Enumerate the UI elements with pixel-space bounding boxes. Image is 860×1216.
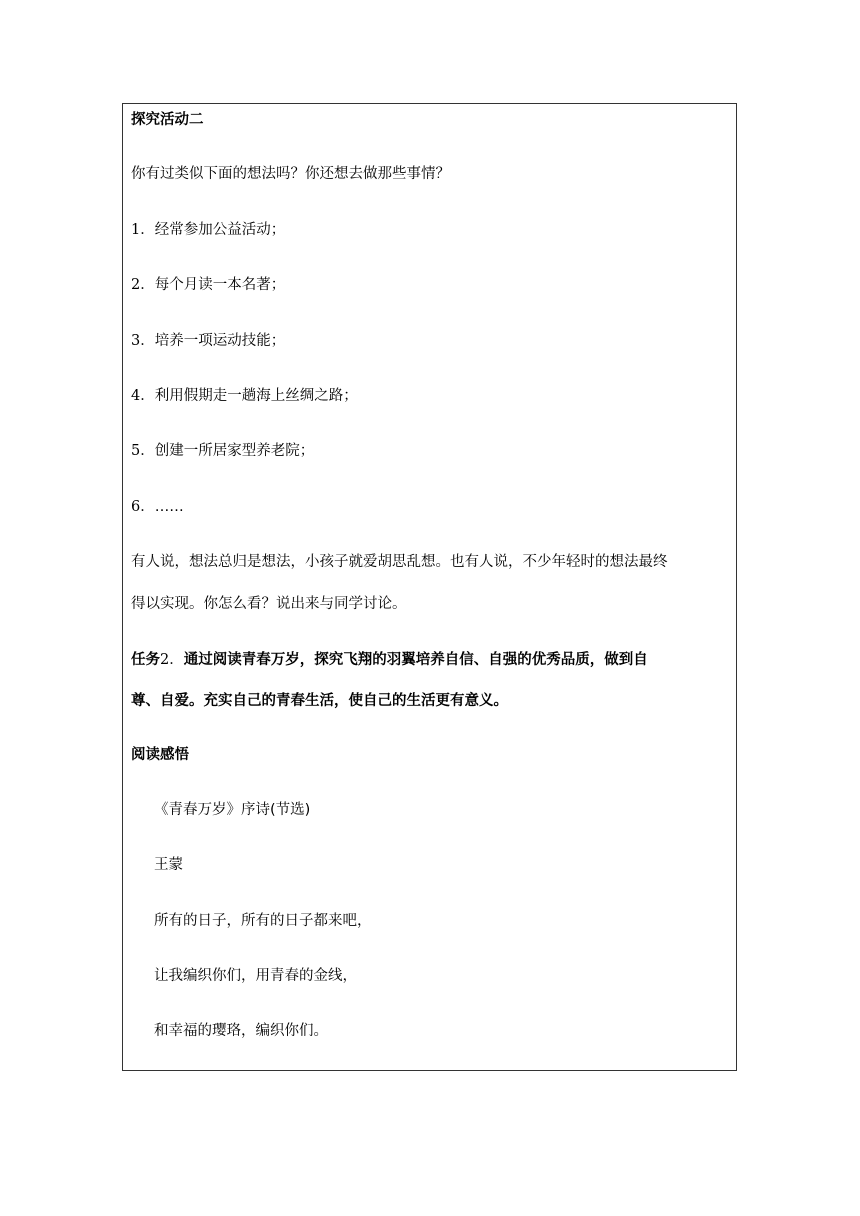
question-text: 你有过类似下面的想法吗？你还想去做那些事情？ (131, 166, 450, 182)
task-text: 通过阅读青春万岁，探究飞翔的羽翼培养自信、自强的优秀品质，做到自 (183, 652, 648, 668)
item-text: 利用假期走一趟海上丝绸之路； (154, 388, 358, 404)
task-line-2: 尊、自爱。充实自己的青春生活，使自己的生活更有意义。 (131, 693, 508, 709)
poem-line: 和幸福的璎珞，编织你们。 (154, 1023, 328, 1039)
item-number: 3． (131, 333, 155, 349)
item-text: 经常参加公益活动； (154, 222, 286, 238)
list-item (131, 220, 285, 240)
item-number: 2． (131, 277, 155, 293)
item-text: …… (154, 499, 184, 515)
item-number: 4． (131, 388, 155, 404)
reading-heading: 阅读感悟 (131, 747, 189, 763)
poem-line: 所有的日子，所有的日子都来吧， (154, 913, 372, 929)
task-prefix: 任务 (131, 652, 160, 668)
task-line-1 (131, 650, 648, 670)
discussion-line-1: 有人说，想法总归是想法，小孩子就爱胡思乱想。也有人说，不少年轻时的想法最终 (131, 554, 668, 570)
list-item (131, 497, 184, 517)
activity-heading: 探究活动二 (131, 112, 204, 128)
poem-title: 《青春万岁》序诗(节选) (154, 802, 311, 818)
item-text: 培养一项运动技能； (154, 333, 286, 349)
discussion-line-2: 得以实现。你怎么看？说出来与同学讨论。 (131, 596, 407, 612)
list-item (131, 441, 314, 461)
list-item (131, 386, 358, 406)
list-item (131, 331, 285, 351)
list-item (131, 275, 285, 295)
poem-line: 让我编织你们，用青春的金线， (154, 968, 357, 984)
task-number: 2． (160, 652, 184, 668)
item-number: 6． (131, 499, 155, 515)
content-box (122, 103, 737, 1071)
item-text: 每个月读一本名著； (154, 277, 286, 293)
item-number: 1． (131, 222, 155, 238)
poem-author: 王蒙 (154, 857, 183, 873)
item-text: 创建一所居家型养老院； (154, 443, 315, 459)
item-number: 5． (131, 443, 155, 459)
